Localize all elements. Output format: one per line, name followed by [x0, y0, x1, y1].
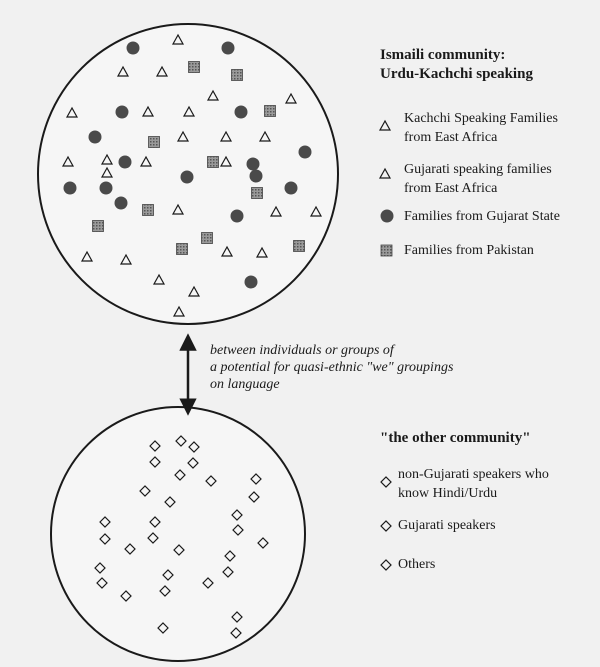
legend-others-diamond-icon: [381, 560, 391, 570]
legend-label-non-gujarati-line1: non-Gujarati speakers who: [398, 467, 549, 482]
legend-gujarat-state-circle-icon: [381, 210, 394, 223]
family-square-marker: [177, 244, 188, 255]
legend-label-gujarati-line2: from East Africa: [404, 181, 498, 196]
legend-non-gujarati-diamond-icon: [381, 477, 391, 487]
family-circle-marker: [222, 42, 235, 55]
family-circle-marker: [181, 171, 194, 184]
family-circle-marker: [235, 106, 248, 119]
family-square-marker: [143, 205, 154, 216]
connector-text-line1: between individuals or groups of: [210, 343, 394, 358]
legend-gujarati-triangle-icon: [380, 169, 390, 178]
legend-label-gujarat-state: Families from Gujarat State: [404, 209, 560, 224]
family-square-marker: [252, 188, 263, 199]
legend-pakistan-square-icon: [381, 245, 392, 256]
family-circle-marker: [285, 182, 298, 195]
legend-label-kachchi-line1: Kachchi Speaking Families: [404, 111, 558, 126]
family-circle-marker: [115, 197, 128, 210]
family-square-marker: [294, 241, 305, 252]
legend-label-gujarati-line1: Gujarati speaking families: [404, 162, 552, 177]
family-circle-marker: [127, 42, 140, 55]
family-square-marker: [202, 233, 213, 244]
other-community-circle: [51, 407, 305, 661]
connector-text-line3: on language: [210, 377, 280, 392]
family-square-marker: [265, 106, 276, 117]
ismaili-title-line2: Urdu-Kachchi speaking: [380, 66, 533, 82]
legend-gujarati-diamond-icon: [381, 521, 391, 531]
family-square-marker: [149, 137, 160, 148]
family-circle-marker: [119, 156, 132, 169]
legend-label-kachchi-line2: from East Africa: [404, 130, 498, 145]
legend-label-gujarati-speakers: Gujarati speakers: [398, 518, 496, 533]
family-square-marker: [189, 62, 200, 73]
legend-label-non-gujarati-line2: know Hindi/Urdu: [398, 486, 498, 501]
legend-kachchi-triangle-icon: [380, 121, 390, 130]
family-square-marker: [208, 157, 219, 168]
other-community-title: "the other community": [380, 430, 531, 446]
family-circle-marker: [250, 170, 263, 183]
ismaili-title-line1: Ismaili community:: [380, 47, 506, 63]
family-circle-marker: [299, 146, 312, 159]
legend-label-pakistan: Families from Pakistan: [404, 243, 534, 258]
family-square-marker: [93, 221, 104, 232]
family-circle-marker: [100, 182, 113, 195]
connector-text-line2: a potential for quasi-ethnic "we" groupings: [210, 360, 454, 375]
legend-label-others: Others: [398, 557, 436, 572]
family-circle-marker: [231, 210, 244, 223]
family-circle-marker: [245, 276, 258, 289]
family-circle-marker: [247, 158, 260, 171]
family-circle-marker: [116, 106, 129, 119]
family-circle-marker: [64, 182, 77, 195]
family-square-marker: [232, 70, 243, 81]
family-circle-marker: [89, 131, 102, 144]
